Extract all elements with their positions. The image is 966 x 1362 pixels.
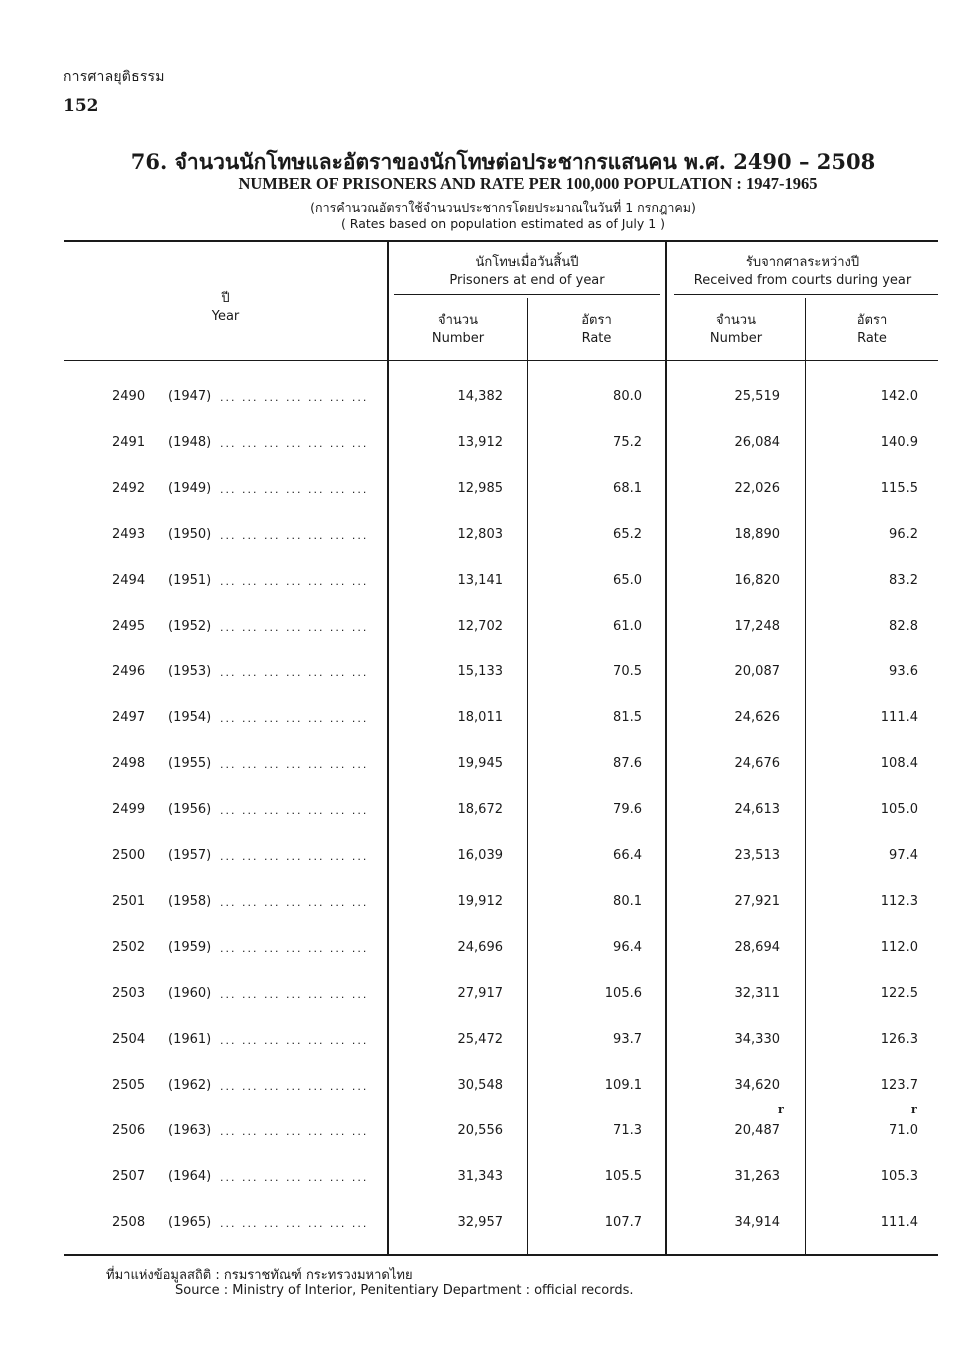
year-ce-cell: (1965)	[168, 1215, 212, 1230]
received-number-cell: 23,513	[734, 848, 780, 863]
leader-dots: ... ... ... ... ... ... ...	[220, 621, 369, 634]
year-be-cell: 2507	[112, 1169, 146, 1184]
table-row	[0, 940, 966, 962]
source-english: Source : Ministry of Interior, Penitentiary Department : official records.	[175, 1283, 634, 1298]
table-row	[0, 573, 966, 595]
year-be-cell: 2490	[112, 389, 146, 404]
received-rate-cell: 97.4	[889, 848, 918, 863]
year-ce-cell: (1952)	[168, 619, 212, 634]
leader-dots: ... ... ... ... ... ... ...	[220, 896, 369, 909]
prisoners-number-cell: 30,548	[457, 1078, 503, 1093]
received-number-cell: 24,676	[734, 756, 780, 771]
leader-dots: ... ... ... ... ... ... ...	[220, 529, 369, 542]
prisoners-number-cell: 12,702	[457, 619, 503, 634]
prisoners-number-cell: 24,696	[457, 940, 503, 955]
prisoners-rate-cell: 61.0	[613, 619, 642, 634]
leader-dots: ... ... ... ... ... ... ...	[220, 1125, 369, 1138]
received-number-cell: 26,084	[734, 435, 780, 450]
prisoners-number-cell: 19,912	[457, 894, 503, 909]
table-row	[0, 848, 966, 870]
table-row	[0, 986, 966, 1008]
year-ce-cell: (1948)	[168, 435, 212, 450]
leader-dots: ... ... ... ... ... ... ...	[220, 758, 369, 771]
received-number-cell: 24,626	[734, 710, 780, 725]
prisoners-number-cell: 31,343	[457, 1169, 503, 1184]
leader-dots: ... ... ... ... ... ... ...	[220, 804, 369, 817]
prisoners-rate-cell: 70.5	[613, 664, 642, 679]
year-header-english: Year	[211, 309, 240, 324]
prisoners-number-cell: 25,472	[457, 1032, 503, 1047]
table-note-thai: (การคำนวณอัตราใช้จำนวนประชากรโดยประมาณในวันที่ 1 กรกฎาคม)	[310, 200, 696, 215]
year-be-cell: 2506	[112, 1123, 146, 1138]
rate-header-english: Rate	[581, 331, 612, 346]
year-be-cell: 2495	[112, 619, 146, 634]
prisoners-number-cell: 12,803	[457, 527, 503, 542]
year-be-cell: 2499	[112, 802, 146, 817]
received-number-cell: 20,087	[734, 664, 780, 679]
year-be-cell: 2497	[112, 710, 146, 725]
year-ce-cell: (1951)	[168, 573, 212, 588]
received-rate-cell: 105.3	[880, 1169, 918, 1184]
table-row	[0, 1103, 966, 1145]
prisoners-group-header	[389, 254, 665, 290]
year-be-cell: 2498	[112, 756, 146, 771]
source-thai: ที่มาแห่งข้อมูลสถิติ : กรมราชทัณฑ์ กระทรวงมหาดไทย	[106, 1268, 413, 1283]
prisoners-rate-cell: 75.2	[613, 435, 642, 450]
year-ce-cell: (1964)	[168, 1169, 212, 1184]
received-rate-cell: 96.2	[889, 527, 918, 542]
received-rate-cell: 140.9	[880, 435, 918, 450]
received-number-cell: 17,248	[734, 619, 780, 634]
received-rate-cell: 142.0	[880, 389, 918, 404]
received-number-cell: 20,487	[734, 1123, 780, 1138]
year-be-cell: 2500	[112, 848, 146, 863]
year-ce-cell: (1958)	[168, 894, 212, 909]
received-group-thai: รับจากศาลระหว่างปี	[745, 255, 860, 270]
year-be-cell: 2496	[112, 664, 146, 679]
table-row	[0, 1078, 966, 1100]
leader-dots: ... ... ... ... ... ... ...	[220, 1080, 369, 1093]
leader-dots: ... ... ... ... ... ... ...	[220, 988, 369, 1001]
leader-dots: ... ... ... ... ... ... ...	[220, 666, 369, 679]
page-number: 152	[63, 96, 99, 116]
table-row	[0, 435, 966, 457]
prisoners-number-cell: 18,011	[457, 710, 503, 725]
year-ce-cell: (1950)	[168, 527, 212, 542]
prisoners-number-cell: 15,133	[457, 664, 503, 679]
prisoners-number-cell: 13,141	[457, 573, 503, 588]
leader-dots: ... ... ... ... ... ... ...	[220, 942, 369, 955]
received-number-header	[667, 312, 805, 348]
leader-dots: ... ... ... ... ... ... ...	[220, 391, 369, 404]
prisoners-rate-cell: 68.1	[613, 481, 642, 496]
table-row	[0, 1169, 966, 1191]
revised-mark: r	[778, 1103, 784, 1116]
rate-header-thai: อัตรา	[581, 313, 612, 328]
prisoners-rate-cell: 81.5	[613, 710, 642, 725]
prisoners-rate-cell: 65.2	[613, 527, 642, 542]
received-number-cell: 22,026	[734, 481, 780, 496]
rate-header-thai: อัตรา	[856, 313, 888, 328]
received-number-cell: 34,330	[734, 1032, 780, 1047]
received-number-cell: 28,694	[734, 940, 780, 955]
year-ce-cell: (1956)	[168, 802, 212, 817]
leader-dots: ... ... ... ... ... ... ...	[220, 575, 369, 588]
received-rate-cell: 71.0	[889, 1123, 918, 1138]
leader-dots: ... ... ... ... ... ... ...	[220, 712, 369, 725]
received-number-cell: 32,311	[734, 986, 780, 1001]
received-rate-cell: 126.3	[880, 1032, 918, 1047]
prisoners-rate-cell: 96.4	[613, 940, 642, 955]
year-ce-cell: (1953)	[168, 664, 212, 679]
received-rate-cell: 111.4	[880, 1215, 918, 1230]
number-header-thai: จำนวน	[716, 313, 756, 328]
prisoners-group-english: Prisoners at end of year	[449, 273, 605, 288]
prisoners-number-cell: 20,556	[457, 1123, 503, 1138]
received-group-english: Received from courts during year	[693, 273, 912, 288]
received-rate-header	[806, 312, 938, 348]
table-row	[0, 756, 966, 778]
prisoners-rate-header	[528, 312, 665, 348]
table-row	[0, 664, 966, 686]
year-be-cell: 2493	[112, 527, 146, 542]
received-number-cell: 31,263	[734, 1169, 780, 1184]
table-row	[0, 802, 966, 824]
running-header: การศาลยุติธรรม	[63, 69, 165, 85]
year-be-cell: 2492	[112, 481, 146, 496]
received-number-cell: 25,519	[734, 389, 780, 404]
prisoners-number-cell: 32,957	[457, 1215, 503, 1230]
year-header	[64, 290, 387, 326]
table-row	[0, 619, 966, 641]
year-ce-cell: (1963)	[168, 1123, 212, 1138]
year-ce-cell: (1961)	[168, 1032, 212, 1047]
number-header-english: Number	[431, 331, 485, 346]
leader-dots: ... ... ... ... ... ... ...	[220, 850, 369, 863]
prisoners-number-cell: 18,672	[457, 802, 503, 817]
leader-dots: ... ... ... ... ... ... ...	[220, 1034, 369, 1047]
prisoners-rate-cell: 65.0	[613, 573, 642, 588]
received-rate-cell: 108.4	[880, 756, 918, 771]
table-title-english: NUMBER OF PRISONERS AND RATE PER 100,000 POPULATION : 1947-1965	[238, 174, 818, 193]
received-rate-cell: 122.5	[880, 986, 918, 1001]
table-note-english: ( Rates based on population estimated as of July 1 )	[340, 216, 666, 231]
table-row	[0, 527, 966, 549]
year-be-cell: 2504	[112, 1032, 146, 1047]
received-number-cell: 34,620	[734, 1078, 780, 1093]
year-be-cell: 2502	[112, 940, 146, 955]
received-rate-cell: 115.5	[880, 481, 918, 496]
leader-dots: ... ... ... ... ... ... ...	[220, 483, 369, 496]
year-ce-cell: (1957)	[168, 848, 212, 863]
group-underline-right	[674, 294, 938, 295]
prisoners-rate-cell: 66.4	[613, 848, 642, 863]
received-rate-cell: 82.8	[889, 619, 918, 634]
prisoners-number-cell: 16,039	[457, 848, 503, 863]
number-header-thai: จำนวน	[438, 313, 478, 328]
prisoners-rate-cell: 109.1	[604, 1078, 642, 1093]
prisoners-number-cell: 12,985	[457, 481, 503, 496]
prisoners-number-cell: 27,917	[457, 986, 503, 1001]
prisoners-number-header	[389, 312, 527, 348]
prisoners-group-thai: นักโทษเมื่อวันสิ้นปี	[475, 255, 579, 270]
leader-dots: ... ... ... ... ... ... ...	[220, 1217, 369, 1230]
received-number-cell: 34,914	[734, 1215, 780, 1230]
year-be-cell: 2503	[112, 986, 146, 1001]
received-rate-cell: 83.2	[889, 573, 918, 588]
prisoners-number-cell: 19,945	[457, 756, 503, 771]
table-row	[0, 1215, 966, 1237]
table-row	[0, 1032, 966, 1054]
revised-mark: r	[911, 1103, 917, 1116]
year-be-cell: 2505	[112, 1078, 146, 1093]
received-number-cell: 16,820	[734, 573, 780, 588]
prisoners-number-cell: 14,382	[457, 389, 503, 404]
year-ce-cell: (1947)	[168, 389, 212, 404]
year-header-thai: ปี	[221, 291, 230, 306]
prisoners-rate-cell: 105.6	[604, 986, 642, 1001]
table-top-rule	[64, 240, 938, 242]
year-ce-cell: (1954)	[168, 710, 212, 725]
year-ce-cell: (1959)	[168, 940, 212, 955]
year-be-cell: 2508	[112, 1215, 146, 1230]
prisoners-rate-cell: 87.6	[613, 756, 642, 771]
year-ce-cell: (1955)	[168, 756, 212, 771]
received-number-cell: 24,613	[734, 802, 780, 817]
year-be-cell: 2491	[112, 435, 146, 450]
received-rate-cell: 105.0	[880, 802, 918, 817]
table-row	[0, 389, 966, 411]
received-rate-cell: 112.0	[880, 940, 918, 955]
table-bottom-rule	[64, 1254, 938, 1256]
year-be-cell: 2501	[112, 894, 146, 909]
prisoners-rate-cell: 93.7	[613, 1032, 642, 1047]
header-bottom-rule	[64, 360, 938, 361]
received-rate-cell: 93.6	[889, 664, 918, 679]
table-row	[0, 894, 966, 916]
leader-dots: ... ... ... ... ... ... ...	[220, 437, 369, 450]
received-number-cell: 18,890	[734, 527, 780, 542]
group-underline-left	[394, 294, 660, 295]
received-number-cell: 27,921	[734, 894, 780, 909]
year-ce-cell: (1962)	[168, 1078, 212, 1093]
received-group-header	[667, 254, 938, 290]
prisoners-rate-cell: 105.5	[604, 1169, 642, 1184]
received-rate-cell: 123.7	[880, 1078, 918, 1093]
rate-header-english: Rate	[857, 331, 887, 346]
prisoners-rate-cell: 80.1	[613, 894, 642, 909]
prisoners-rate-cell: 71.3	[613, 1123, 642, 1138]
prisoners-number-cell: 13,912	[457, 435, 503, 450]
year-ce-cell: (1949)	[168, 481, 212, 496]
prisoners-rate-cell: 79.6	[613, 802, 642, 817]
leader-dots: ... ... ... ... ... ... ...	[220, 1171, 369, 1184]
year-be-cell: 2494	[112, 573, 146, 588]
year-ce-cell: (1960)	[168, 986, 212, 1001]
received-rate-cell: 111.4	[880, 710, 918, 725]
number-header-english: Number	[709, 331, 763, 346]
prisoners-rate-cell: 107.7	[604, 1215, 642, 1230]
prisoners-rate-cell: 80.0	[613, 389, 642, 404]
table-title-thai: 76. จำนวนนักโทษและอัตราของนักโทษต่อประชากรแสนคน พ.ศ. 2490 – 2508	[130, 149, 876, 174]
table-row	[0, 710, 966, 732]
table-row	[0, 481, 966, 503]
received-rate-cell: 112.3	[880, 894, 918, 909]
